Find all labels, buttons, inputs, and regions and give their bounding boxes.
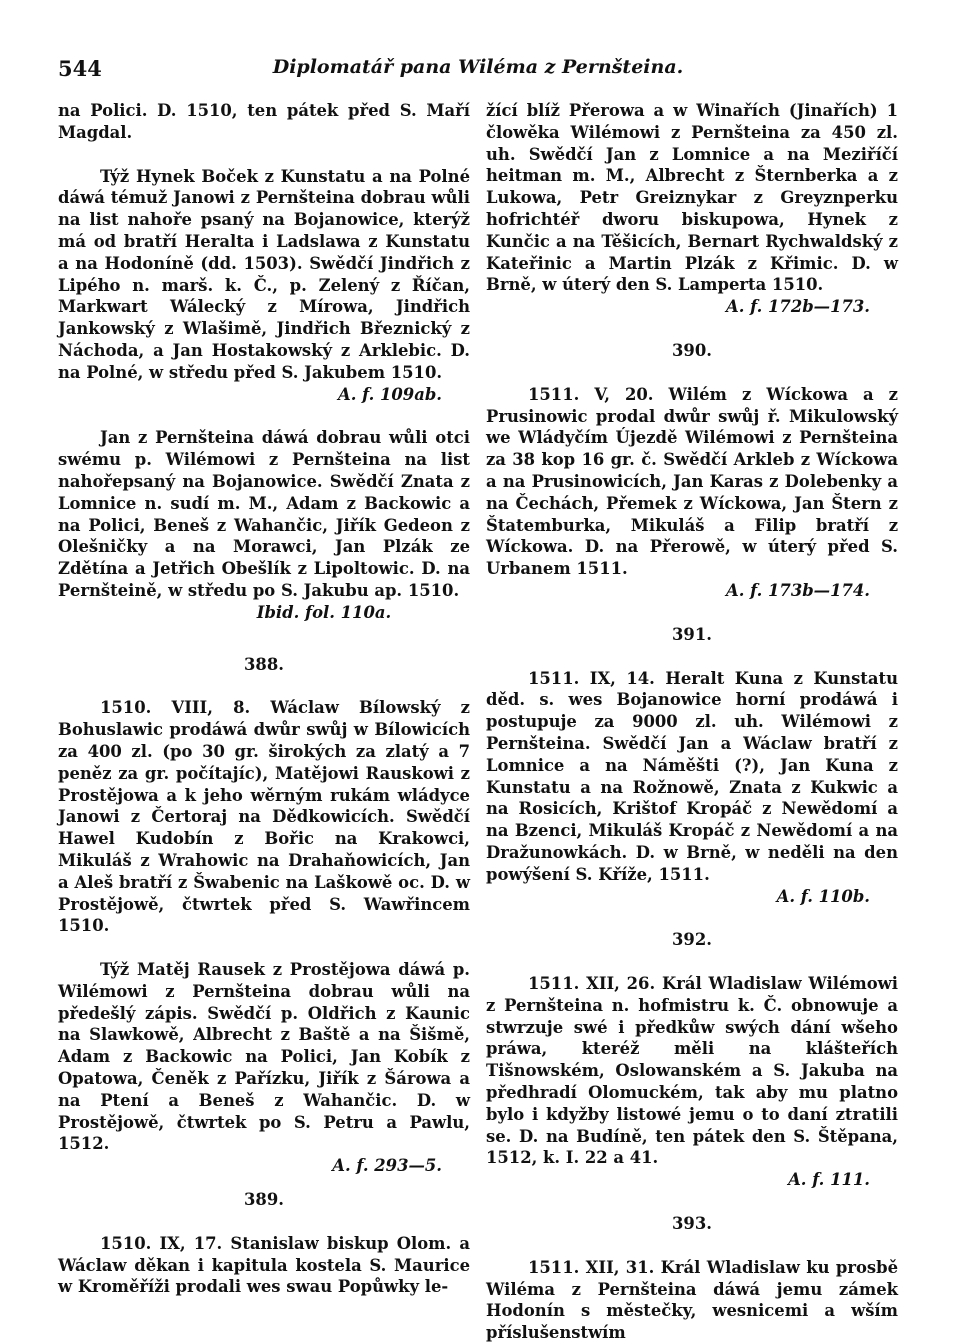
reference: Ibid. fol. 110a.: [256, 602, 392, 622]
page-number: 544: [58, 56, 102, 81]
reference: A. f. 172b—173.: [726, 297, 870, 317]
paragraph: 1510. VIII, 8. Wáclaw Bílowský z Bohuslawic prodáwá dwůr swůj w Bílowicích za 400 zl. (po 30 gr. širokých za zlatý a 7 peněz za gr. počítajíc), Matějowi Rauskowi z Prostějowa a k jeho wěrným rukám wládyce Janowi z Čertoraj na Dědkowicích. Swědčí Hawel Kudobín z Bořic na Krakowci, Mikuláš z Wrahowic na Drahaňowicích, Jan a Aleš bratří z Šwabenic na Laškowě oc. D. w Prostějowě, čtwrtek před S. Wawřincem 1510.: [58, 698, 470, 936]
right-column: [486, 100, 898, 1344]
entry-number: 388.: [244, 654, 284, 674]
paragraph: 1511. V, 20. Wilém z Wíckowa a z Prusinowic prodal dwůr swůj ř. Mikulowský we Wládyčím Újezdě Wilémowi z Pernšteina za 38 kop 16 gr. č. Swědčí Arkleb z Wíckowa a na Prusinowicích, Jan Karas z Dolebenky a na Čechách, Přemek z Wíckowa, Jan Štern z Štatemburka, Mikuláš a Filip bratří z Wíckowa. D. na Přerowě, w úterý před S. Urbanem 1511.: [486, 384, 898, 579]
paragraph: Jan z Pernšteina dáwá dobrau wůli otci swému p. Wilémowi z Pernšteina na list nahořepsaný na Bojanowice. Swědčí Znata z Lomnice n. sudí m. M., Adam z Backowic a na Polici, Beneš z Wahančic, Jiřík Gedeon z Olešničky a na Morawci, Jan Plzák ze Zdětína a Jetřich Obešlík z Lipoltowic. D. na Pernšteině, w středu po S. Jakubu ap. 1510.: [58, 428, 470, 600]
page-header: [58, 56, 898, 92]
paragraph: na Polici. D. 1510, ten pátek před S. Maří Magdal.: [58, 101, 470, 142]
entry-number: 390.: [672, 340, 712, 360]
reference: A. f. 293—5.: [332, 1156, 442, 1176]
paragraph: 1511. IX, 14. Heralt Kuna z Kunstatu děd. s. wes Bojanowice horní prodáwá i postupuje za 9000 zl. uh. Wilémowi z Pernšteina. Swědčí Jan a Wáclaw bratří z Lomnice a na Náměšti (?), Jan Kuna z Kunstatu a na Rožnowě, Znata z Kukwic a na Rosicích, Krištof Kropáč z Newědomí a na Bzenci, Mikuláš Kropáč z Newědomí a na Dražunowkách. D. w Brně, w neděli na den powýšení S. Kříže, 1511.: [486, 668, 898, 884]
paragraph: žící blíž Přerowa a w Winařích (Jinařích) 1 člowěka Wilémowi z Pernšteina za 450 zl. uh. Swědčí Jan z Lomnice a na Meziříčí heitman m. M., Albrecht z Šternberka a z Lukowa, Petr Greiznykar z Greyznperku hofrichtéř dworu biskupowa, Hynek z Kunčic a na Těšicích, Bernart Rychwaldský z Kateřinic a Martin Plzák z Křimic. D. w Brně, w úterý den S. Lamperta 1510.: [486, 101, 898, 295]
paragraph: Týž Matěj Rausek z Prostějowa dáwá p. Wilémowi z Pernšteina dobrau wůli na předešlý zápis. Swědčí p. Oldřich z Kaunic na Slawkowě, Albrecht z Baště a na Šišmě, Adam z Backowic na Polici, Jan Kobík z Opatowa, Čeněk z Pařízku, Jiřík z Šárowa a na Ptení a Beneš z Wahančic. D. w Prostějowě, čtwrtek po S. Petru a Pawlu, 1512.: [58, 960, 470, 1154]
reference: A. f. 109ab.: [337, 384, 442, 404]
entry-number: 389.: [244, 1190, 284, 1210]
entry-number: 393.: [672, 1214, 712, 1234]
paragraph: 1511. XII, 26. Král Wladislaw Wilémowi z Pernšteina n. hofmistru k. Č. obnowuje a stwrzuje swé i předkůw swých dání wšeho práwa, kteréž měli na klášteřích Tišnowském, Oslowanském a S. Jakuba na předhradí Olomuckém, tak aby mu platno bylo i kdyžby listowé jemu o to daní ztratili se. D. na Budíně, ten pátek den S. Štěpana, 1512, k. I. 22 a 41.: [486, 974, 898, 1168]
paragraph: 1510. IX, 17. Stanislaw biskup Olom. a Wáclaw děkan i kapitula kostela S. Maurice w Kroměříži prodali wes swau Popůwky le-: [58, 1233, 470, 1297]
running-title: Diplomatář pana Wiléma z Pernšteina.: [272, 56, 684, 78]
reference: A. f. 173b—174.: [726, 580, 870, 600]
paragraph: Týž Hynek Boček z Kunstatu a na Polné dáwá témuž Janowi z Pernšteina dobrau wůli na list nahoře psaný na Bojanowice, kterýž má od bratří Heralta i Ladslawa z Kunstatu a na Hodoníně (dd. 1503). Swědčí Jindřich z Lipého n. marš. k. Č., p. Zelený z Říčan, Markwart Wálecký z Mírowa, Jindřich Jankowský z Wlašimě, Jindřich Březnický z Náchoda, a Jan Hostakowský z Arklebic. D. na Polné, w středu před S. Jakubem 1510.: [58, 166, 470, 382]
entry-number: 392.: [672, 930, 712, 950]
reference: A. f. 110b.: [776, 886, 870, 906]
entry-number: 391.: [672, 624, 712, 644]
left-column: [58, 100, 470, 1298]
paragraph: 1511. XII, 31. Král Wladislaw ku prosbě Wiléma z Pernšteina dáwá jemu zámek Hodonín s městečky, wesnicemi a wším příslušenstwím: [486, 1257, 898, 1343]
reference: A. f. 111.: [788, 1170, 870, 1190]
